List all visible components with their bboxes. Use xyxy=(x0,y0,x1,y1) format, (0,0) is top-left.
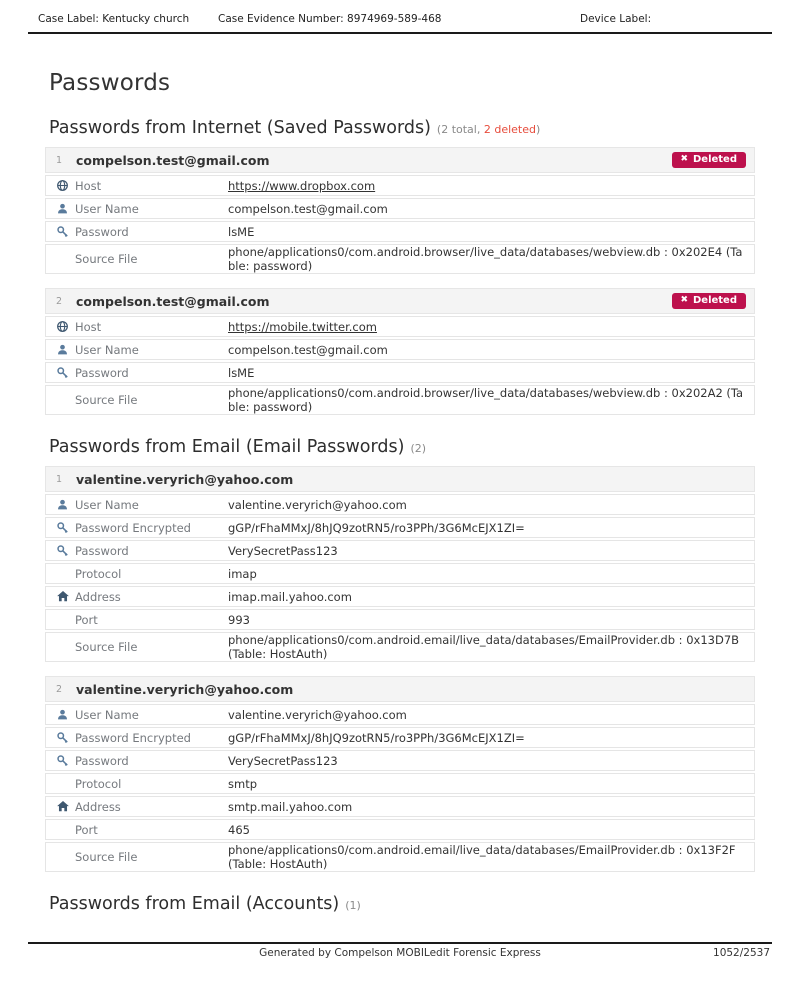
content xyxy=(45,70,755,914)
table-row xyxy=(45,586,755,607)
case-evidence-value: 8974969-589-468 xyxy=(347,13,442,25)
deleted-count: 2 deleted xyxy=(483,123,536,136)
row-value: phone/applications0/com.android.browser/live_data/databases/webview.db : 0x202E4 (Table: password) xyxy=(228,245,743,273)
row-label-cell xyxy=(46,754,228,768)
page-title: Passwords xyxy=(49,70,171,96)
deleted-badge-label: Deleted xyxy=(692,294,737,306)
table-row xyxy=(45,316,755,337)
section-title xyxy=(49,118,755,138)
table-row xyxy=(45,563,755,584)
row-value: VerySecretPass123 xyxy=(228,753,338,768)
card-header xyxy=(45,466,755,492)
card-title: compelson.test@gmail.com xyxy=(76,152,270,168)
row-label: Host xyxy=(75,178,102,193)
table-row xyxy=(45,540,755,561)
key-icon xyxy=(55,732,70,744)
user-icon xyxy=(55,203,70,214)
row-value: phone/applications0/com.android.email/live_data/databases/EmailProvider.db : 0x13F2F (Table: HostAuth) xyxy=(228,843,736,871)
globe-icon xyxy=(55,180,70,191)
deleted-x-icon: ✖ xyxy=(680,295,688,306)
row-value: 993 xyxy=(228,612,250,627)
card-header xyxy=(45,288,755,314)
section-title-text: Passwords from Internet (Saved Passwords) xyxy=(49,118,431,138)
row-value: valentine.veryrich@yahoo.com xyxy=(228,707,407,722)
password-section xyxy=(45,118,755,415)
row-label: Password Encrypted xyxy=(75,520,191,535)
card-index: 2 xyxy=(56,295,63,307)
user-icon xyxy=(55,499,70,510)
row-label-cell xyxy=(46,800,228,814)
row-label: Password xyxy=(75,753,129,768)
row-label-cell xyxy=(46,320,228,334)
user-icon xyxy=(55,709,70,720)
deleted-badge xyxy=(672,293,746,309)
row-label-cell xyxy=(46,640,228,654)
case-label xyxy=(38,13,218,25)
section-title xyxy=(49,437,755,457)
card-rows xyxy=(45,494,755,662)
row-label-cell xyxy=(46,590,228,604)
card-index: 1 xyxy=(56,473,63,485)
key-icon xyxy=(55,226,70,238)
case-label-value: Kentucky church xyxy=(102,13,190,25)
card-title: valentine.veryrich@yahoo.com xyxy=(76,471,294,487)
row-value: 465 xyxy=(228,822,250,837)
row-value: phone/applications0/com.android.browser/live_data/databases/webview.db : 0x202A2 (Table: password) xyxy=(228,386,744,414)
row-label: Protocol xyxy=(75,776,122,791)
sections-container xyxy=(45,118,755,914)
table-row xyxy=(45,819,755,840)
table-row xyxy=(45,609,755,630)
case-evidence-label: Case Evidence Number: xyxy=(218,13,344,25)
card-index: 1 xyxy=(56,154,63,166)
table-row xyxy=(45,796,755,817)
section-count: (1) xyxy=(345,899,361,912)
row-label: Source File xyxy=(75,850,138,864)
row-label-cell xyxy=(46,202,228,216)
case-evidence-number xyxy=(218,13,580,25)
row-value: valentine.veryrich@yahoo.com xyxy=(228,497,407,512)
table-row xyxy=(45,175,755,196)
row-label: Port xyxy=(75,612,98,627)
row-label-cell xyxy=(46,521,228,535)
row-value: smtp xyxy=(228,776,258,791)
row-label: Address xyxy=(75,589,121,604)
section-title-text: Passwords from Email (Email Passwords) xyxy=(49,437,405,457)
row-label: Password xyxy=(75,224,129,239)
table-row xyxy=(45,773,755,794)
table-row xyxy=(45,517,755,538)
device-label xyxy=(580,13,651,25)
row-label-cell xyxy=(46,393,228,407)
password-section xyxy=(45,894,755,914)
row-value: lsME xyxy=(228,365,255,380)
footer-generated-text: Generated by Compelson MOBILedit Forensic Express xyxy=(259,947,541,959)
row-label: Source File xyxy=(75,640,138,654)
table-row xyxy=(45,727,755,748)
password-card xyxy=(45,466,755,662)
password-card xyxy=(45,676,755,872)
row-label-cell xyxy=(46,179,228,193)
row-label: User Name xyxy=(75,497,139,512)
user-icon xyxy=(55,344,70,355)
case-label-label: Case Label: xyxy=(38,13,99,25)
section-title-text: Passwords from Email (Accounts) xyxy=(49,894,340,914)
host-link[interactable]: https://www.dropbox.com xyxy=(228,178,376,193)
row-value: compelson.test@gmail.com xyxy=(228,342,388,357)
row-label: Source File xyxy=(75,252,138,266)
password-section xyxy=(45,437,755,872)
card-title: valentine.veryrich@yahoo.com xyxy=(76,681,294,697)
card-title: compelson.test@gmail.com xyxy=(76,293,270,309)
footer-page-number: 1052/2537 xyxy=(713,947,770,959)
row-label: Address xyxy=(75,799,121,814)
card-rows xyxy=(45,704,755,872)
row-label: Host xyxy=(75,319,102,334)
table-row xyxy=(45,198,755,219)
row-label: Password Encrypted xyxy=(75,730,191,745)
deleted-x-icon: ✖ xyxy=(680,154,688,165)
key-icon xyxy=(55,755,70,767)
table-row xyxy=(45,339,755,360)
device-label-label: Device Label: xyxy=(580,13,652,25)
row-value: imap xyxy=(228,566,257,581)
deleted-badge-label: Deleted xyxy=(692,153,737,165)
row-value: gGP/rFhaMMxJ/8hJQ9zotRN5/ro3PPh/3G6McEJX1ZI= xyxy=(228,730,525,745)
section-cards xyxy=(45,466,755,872)
card-header xyxy=(45,147,755,173)
row-label-cell xyxy=(46,366,228,380)
table-row xyxy=(45,494,755,515)
deleted-badge xyxy=(672,152,746,168)
globe-icon xyxy=(55,321,70,332)
row-value: compelson.test@gmail.com xyxy=(228,201,388,216)
row-label-cell xyxy=(46,777,228,791)
section-cards xyxy=(45,147,755,415)
row-label-cell xyxy=(46,567,228,581)
row-label-cell xyxy=(46,544,228,558)
key-icon xyxy=(55,367,70,379)
row-value: VerySecretPass123 xyxy=(228,543,338,558)
row-label-cell xyxy=(46,252,228,266)
host-link[interactable]: https://mobile.twitter.com xyxy=(228,319,377,334)
section-count: (2) xyxy=(410,442,427,455)
row-label-cell xyxy=(46,708,228,722)
section-count: (2 total, 2 deleted) xyxy=(436,123,541,136)
home-icon xyxy=(55,591,70,602)
row-label-cell xyxy=(46,823,228,837)
card-header xyxy=(45,676,755,702)
row-label-cell xyxy=(46,343,228,357)
row-label-cell xyxy=(46,613,228,627)
row-label-cell xyxy=(46,731,228,745)
report-footer xyxy=(28,942,772,959)
key-icon xyxy=(55,545,70,557)
row-label: User Name xyxy=(75,707,139,722)
card-index: 2 xyxy=(56,683,63,695)
row-label: Password xyxy=(75,543,129,558)
password-card xyxy=(45,288,755,415)
row-value: lsME xyxy=(228,224,255,239)
home-icon xyxy=(55,801,70,812)
row-label: Source File xyxy=(75,393,138,407)
table-row xyxy=(45,362,755,383)
row-value: phone/applications0/com.android.email/live_data/databases/EmailProvider.db : 0x13D7B (Table: HostAuth) xyxy=(228,633,740,661)
row-label: User Name xyxy=(75,201,139,216)
row-value: gGP/rFhaMMxJ/8hJQ9zotRN5/ro3PPh/3G6McEJX1ZI= xyxy=(228,520,525,535)
row-label: User Name xyxy=(75,342,139,357)
table-row xyxy=(45,221,755,242)
row-value: imap.mail.yahoo.com xyxy=(228,589,352,604)
row-label-cell xyxy=(46,498,228,512)
table-row xyxy=(45,750,755,771)
table-row xyxy=(45,704,755,725)
row-value: smtp.mail.yahoo.com xyxy=(228,799,353,814)
section-title xyxy=(49,894,755,914)
row-label: Port xyxy=(75,822,98,837)
row-label-cell xyxy=(46,850,228,864)
row-label-cell xyxy=(46,225,228,239)
row-label: Password xyxy=(75,365,129,380)
table-row xyxy=(45,385,755,415)
card-rows xyxy=(45,175,755,274)
report-header xyxy=(28,0,772,34)
key-icon xyxy=(55,522,70,534)
table-row xyxy=(45,842,755,872)
card-rows xyxy=(45,316,755,415)
password-card xyxy=(45,147,755,274)
table-row xyxy=(45,244,755,274)
row-label: Protocol xyxy=(75,566,122,581)
table-row xyxy=(45,632,755,662)
